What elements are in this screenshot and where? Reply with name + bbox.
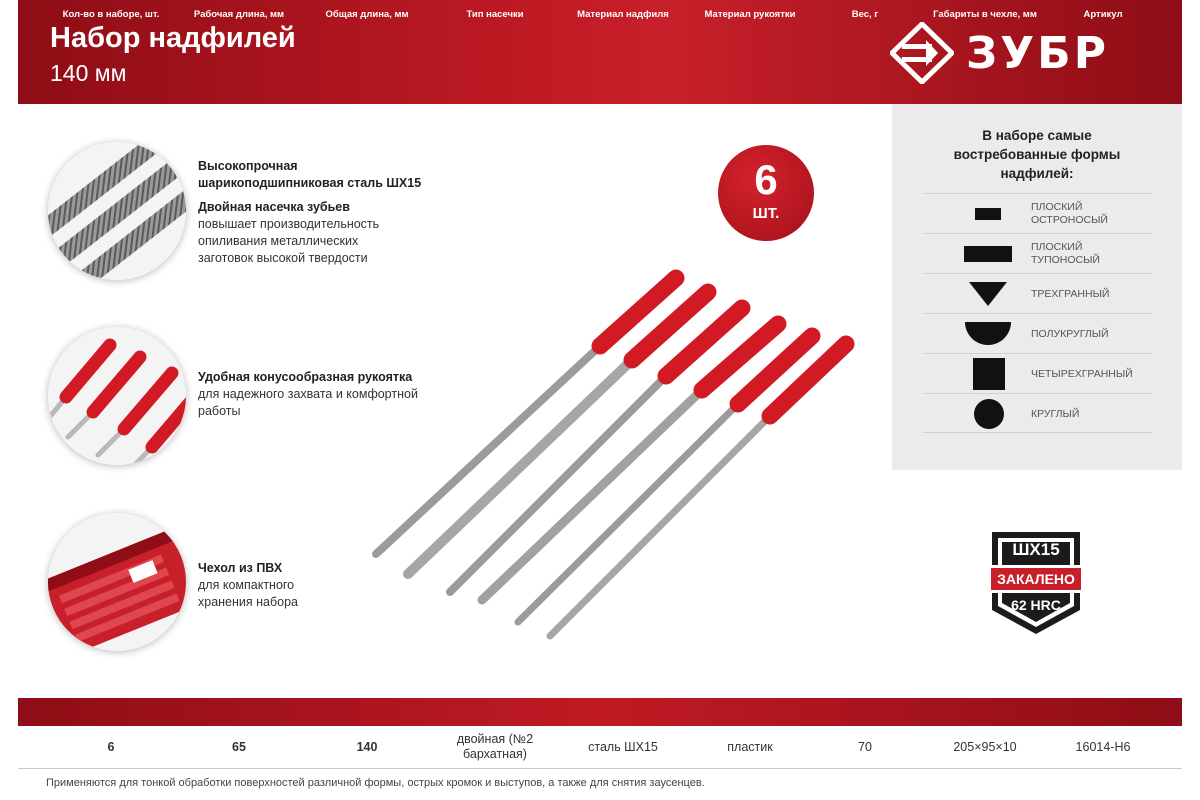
feature-teeth-line: заготовок высокой твердости — [198, 251, 368, 265]
feature-teeth — [198, 199, 428, 267]
feature-image-teeth — [48, 142, 186, 280]
spec-value-total-length: 140 — [356, 739, 378, 754]
shape-label: ТРЕХГРАННЫЙ — [1031, 287, 1110, 300]
spec-value-handle-material: пластик — [727, 739, 773, 754]
hardness-value: 62 HRC — [1011, 597, 1061, 613]
brand-logo-icon — [890, 22, 954, 84]
quantity-badge — [718, 145, 814, 241]
shape-row-flat-blunt — [923, 233, 1152, 273]
shape-label: ПЛОСКИЙ — [1031, 241, 1083, 253]
circle-shape-icon — [963, 394, 1013, 434]
brand-logo — [890, 22, 1168, 84]
spec-header-weight: Вес, г — [851, 8, 879, 20]
flat-pointed-shape-icon — [963, 194, 1013, 234]
shape-row-round — [923, 393, 1152, 433]
spec-header-work-length: Рабочая длина, мм — [193, 8, 285, 20]
shapes-title-line: В наборе самые — [982, 128, 1092, 143]
feature-handle-line: работы — [198, 404, 241, 418]
spec-value-cut-type: двойная (№2 бархатная) — [456, 732, 534, 761]
shape-row-half-round — [923, 313, 1152, 353]
shape-label: ТУПОНОСЫЙ — [1031, 254, 1100, 266]
spec-value-article: 16014-H6 — [1075, 739, 1131, 754]
spec-header-dimensions: Габариты в чехле, мм — [933, 8, 1037, 20]
quantity-unit: ШТ. — [752, 205, 780, 222]
page-subtitle: 140 мм — [50, 60, 127, 86]
feature-steel-title: Высокопрочная шарикоподшипниковая сталь ШХ15 — [198, 159, 422, 190]
feature-image-case — [48, 513, 186, 651]
brand-name: ЗУБР — [966, 28, 1109, 79]
shape-label: ЧЕТЫРЕХГРАННЫЙ — [1031, 367, 1133, 380]
hardness-status: ЗАКАЛЕНО — [997, 571, 1075, 587]
usage-note: Применяются для тонкой обработки поверхностей различной формы, острых кромок и выступов, а также для снятия заусенцев. — [46, 777, 705, 789]
shapes-title-line: надфилей: — [1000, 166, 1074, 181]
shape-label: ПЛОСКИЙ — [1031, 201, 1083, 213]
spec-value-qty: 6 — [107, 739, 115, 754]
spec-divider — [18, 768, 1182, 769]
feature-handle-line: для надежного захвата и комфортной — [198, 387, 418, 401]
shape-row-flat-pointed — [923, 193, 1152, 233]
square-shape-icon — [963, 354, 1013, 394]
spec-header-cut-type: Тип насечки — [466, 8, 524, 20]
spec-value-weight: 70 — [858, 739, 872, 754]
triangle-shape-icon — [963, 274, 1013, 314]
feature-case-title: Чехол из ПВХ — [198, 561, 283, 575]
spec-header-article: Артикул — [1083, 8, 1123, 20]
spec-header-qty: Кол-во в наборе, шт. — [62, 8, 160, 20]
spec-value-file-material: сталь ШХ15 — [588, 739, 658, 754]
shape-row-triangular — [923, 273, 1152, 313]
feature-teeth-line: опиливания металлических — [198, 234, 359, 248]
feature-image-handle — [48, 327, 186, 465]
spec-header-handle-material: Материал рукоятки — [704, 8, 796, 20]
spec-value-work-length: 65 — [232, 739, 246, 754]
flat-blunt-shape-icon — [963, 234, 1013, 274]
feature-handle-title: Удобная конусообразная рукоятка — [198, 370, 413, 384]
spec-header-file-material: Материал надфиля — [577, 8, 669, 20]
feature-teeth-title: Двойная насечка зубьев — [198, 200, 350, 214]
shape-label: КРУГЛЫЙ — [1031, 407, 1080, 420]
feature-case-line: хранения набора — [198, 595, 299, 609]
hardness-steel: ШХ15 — [1012, 540, 1060, 559]
feature-steel — [198, 158, 428, 192]
feature-case-line: для компактного — [198, 578, 295, 592]
spec-value-dimensions: 205×95×10 — [953, 739, 1017, 754]
shape-label: ОСТРОНОСЫЙ — [1031, 214, 1108, 226]
hardness-badge — [988, 528, 1084, 636]
spec-table-header — [18, 698, 1182, 726]
half-round-shape-icon — [963, 314, 1013, 354]
quantity-number: 6 — [754, 156, 778, 203]
feature-teeth-line: повышает производительность — [198, 217, 380, 231]
shapes-panel — [892, 104, 1182, 470]
needle-files-image — [360, 262, 860, 652]
page-title: Набор надфилей — [50, 22, 296, 54]
shape-row-square — [923, 353, 1152, 393]
shapes-title-line: востребованные формы — [953, 147, 1121, 162]
spec-header-total-length: Общая длина, мм — [325, 8, 409, 20]
shape-label: ПОЛУКРУГЛЫЙ — [1031, 327, 1109, 340]
shapes-panel-title — [892, 126, 1182, 183]
